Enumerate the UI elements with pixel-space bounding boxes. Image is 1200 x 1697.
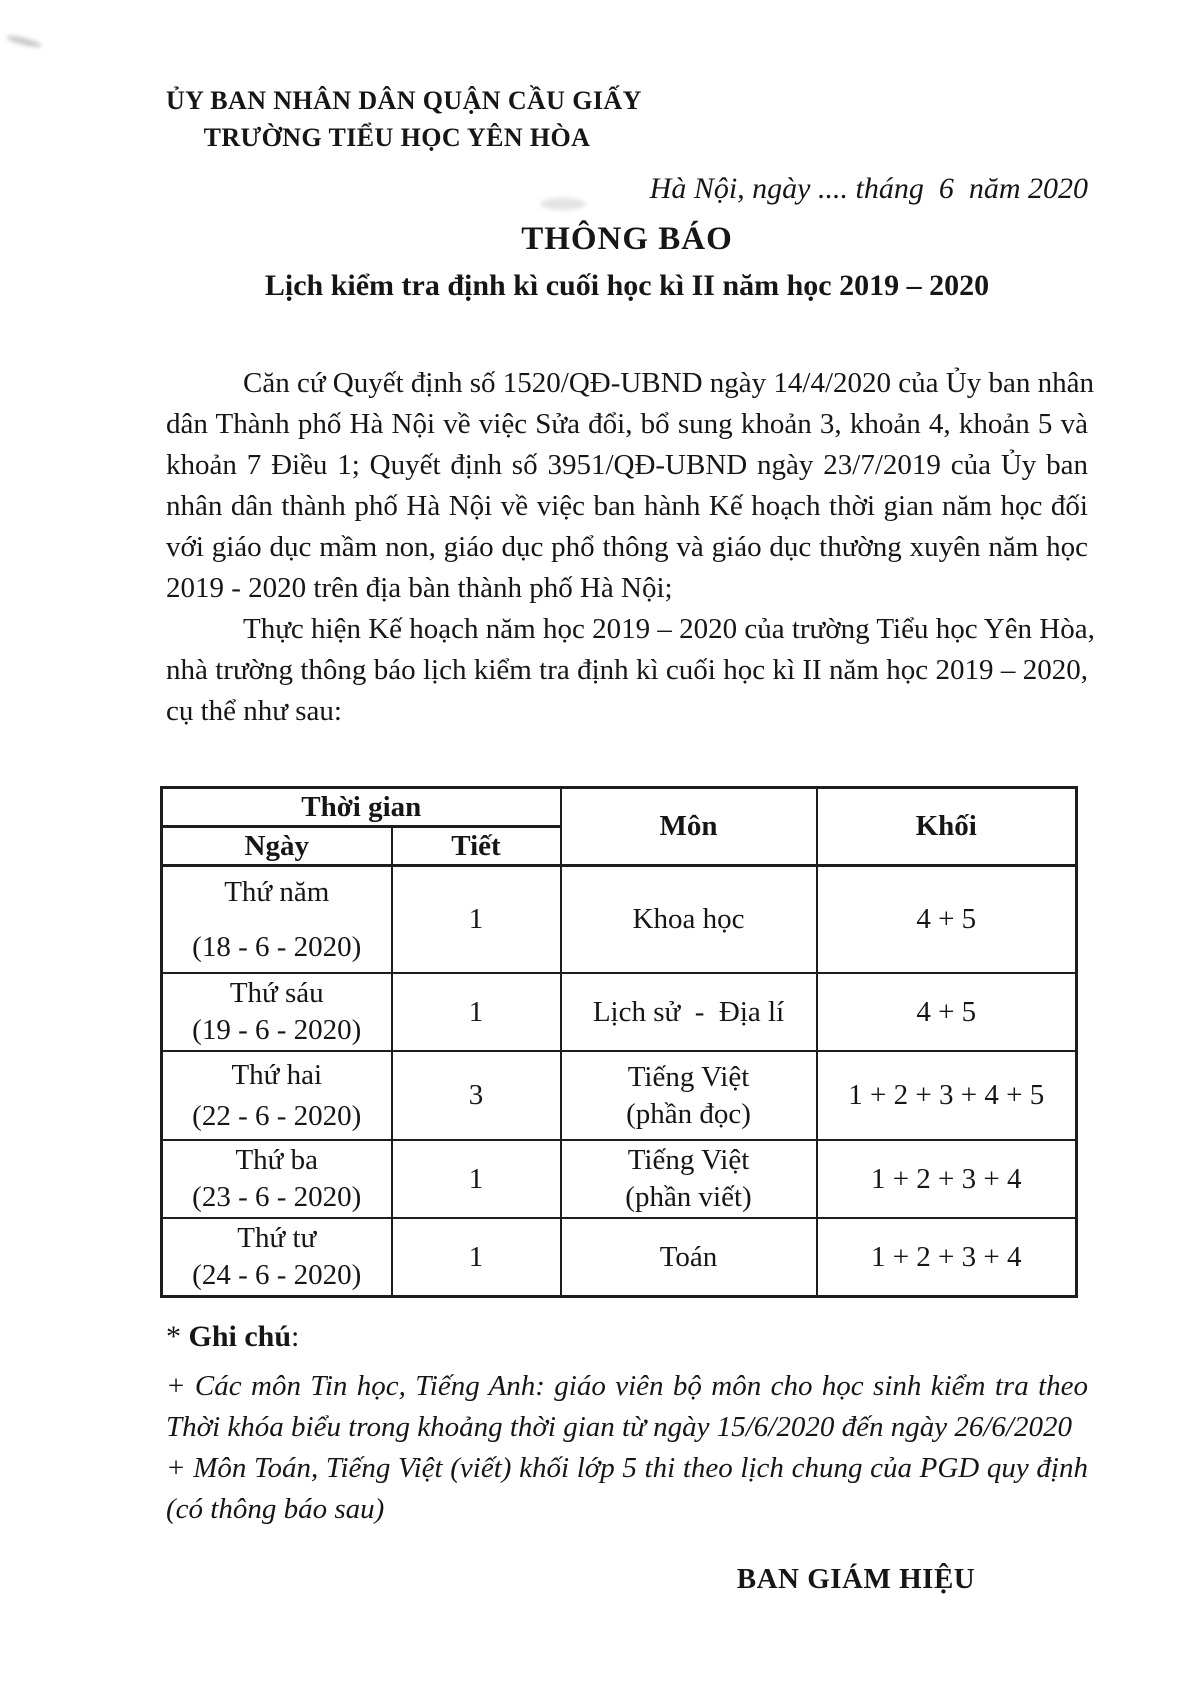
place-date-line: Hà Nội, ngày .... tháng 6 năm 2020 [649, 172, 1088, 205]
day-cell [162, 1218, 392, 1297]
day-date: (19 - 6 - 2020) [192, 1014, 362, 1046]
org-school-name: TRƯỜNG TIỂU HỌC YÊN HÒA [203, 123, 591, 152]
notes-star: * [166, 1320, 189, 1353]
period-cell [392, 1140, 561, 1218]
grade-value: 1 + 2 + 3 + 4 [870, 1240, 1022, 1273]
subject-line: Tiếng Việt [627, 1144, 750, 1176]
note-line: (có thông báo sau) [166, 1493, 385, 1525]
day-wrap [165, 1057, 389, 1135]
grade-cell [817, 1140, 1077, 1218]
day-wrap [165, 975, 389, 1049]
document-title: THÔNG BÁO [521, 221, 733, 257]
period-cell [392, 1218, 561, 1297]
period-value: 1 [468, 1162, 484, 1195]
exam-schedule-table [160, 786, 1078, 1298]
period-cell [392, 973, 561, 1051]
table-row [162, 866, 1077, 974]
grade-value: 4 + 5 [916, 995, 977, 1028]
paragraph-line: nhà trường thông báo lịch kiểm tra định kì cuối học kì II năm học 2019 – 2020, [166, 654, 1088, 686]
day-name: Thứ sáu [229, 977, 324, 1009]
day-wrap [165, 1142, 389, 1216]
header-time-group: Thời gian [162, 788, 561, 827]
grade-value: 4 + 5 [916, 903, 977, 935]
day-wrap [165, 1220, 389, 1294]
paragraph-line: Thực hiện Kế hoạch năm học 2019 – 2020 của trường Tiểu học Yên Hòa, [243, 613, 1095, 645]
notes-section [166, 1316, 1088, 1530]
day-cell [162, 1140, 392, 1218]
subject-cell [561, 973, 817, 1051]
day-name: Thứ hai [231, 1058, 323, 1091]
grade-cell [817, 1218, 1077, 1297]
day-date: (18 - 6 - 2020) [192, 930, 362, 963]
body-paragraph [166, 609, 1095, 732]
paragraph-line: Căn cứ Quyết định số 1520/QĐ-UBND ngày 14/4/2020 của Ủy ban nhân [243, 367, 1094, 399]
subject-cell [561, 866, 817, 974]
day-name: Thứ tư [237, 1222, 317, 1254]
day-date: (24 - 6 - 2020) [192, 1259, 362, 1291]
notes-items [166, 1366, 1088, 1530]
scan-artifact [6, 34, 43, 50]
header-period: Tiết [392, 827, 561, 866]
period-value: 1 [468, 995, 484, 1028]
grade-value: 1 + 2 + 3 + 4 + 5 [848, 1079, 1045, 1111]
document-subtitle: Lịch kiểm tra định kì cuối học kì II năm học 2019 – 2020 [264, 269, 990, 302]
paragraph-line: dân Thành phố Hà Nội về việc Sửa đổi, bổ sung khoản 3, khoản 4, khoản 5 và [166, 408, 1088, 440]
paragraph-line: nhân dân thành phố Hà Nội về việc ban hành Kế hoạch thời gian năm học đối [166, 490, 1088, 522]
body-paragraph [166, 363, 1094, 609]
period-cell [392, 1051, 561, 1140]
note-line: + Các môn Tin học, Tiếng Anh: giáo viên bộ môn cho học sinh kiểm tra theo [166, 1370, 1088, 1402]
day-name: Thứ năm [224, 875, 330, 908]
paragraph-line: khoản 7 Điều 1; Quyết định số 3951/QĐ-UBND ngày 23/7/2019 của Ủy ban [166, 449, 1088, 481]
day-name: Thứ ba [235, 1144, 319, 1176]
org-parent-name: ỦY BAN NHÂN DÂN QUẬN CẦU GIẤY [166, 86, 642, 115]
subject-cell [561, 1140, 817, 1218]
grade-cell [817, 866, 1077, 974]
subject-line: (phần viết) [625, 1181, 752, 1213]
grade-cell [817, 1051, 1077, 1140]
header-day: Ngày [162, 827, 392, 866]
grade-cell [817, 973, 1077, 1051]
paragraph-line: cụ thể như sau: [166, 695, 342, 727]
subject-line: Toán [659, 1240, 718, 1273]
note-line: + Môn Toán, Tiếng Việt (viết) khối lớp 5 thi theo lịch chung của PGD quy định [166, 1452, 1088, 1484]
issuing-org-block [166, 82, 642, 156]
period-value: 1 [468, 1240, 484, 1273]
grade-value: 1 + 2 + 3 + 4 [870, 1162, 1022, 1195]
day-cell [162, 866, 392, 974]
table-header-row-1 [162, 788, 1077, 827]
table-row [162, 1218, 1077, 1297]
notes-heading [166, 1316, 1088, 1357]
period-value: 3 [468, 1079, 484, 1111]
subject-line: Lịch sử - Địa lí [592, 995, 785, 1028]
subject-line: Khoa học [632, 903, 745, 935]
day-cell [162, 973, 392, 1051]
header-subject: Môn [561, 788, 817, 866]
paragraph-line: với giáo dục mầm non, giáo dục phổ thông và giáo dục thường xuyên năm học [166, 531, 1088, 563]
header-grade: Khối [817, 788, 1077, 866]
paragraph-line: 2019 - 2020 trên địa bàn thành phố Hà Nội; [166, 572, 673, 604]
note-item [166, 1448, 1088, 1530]
table-row [162, 973, 1077, 1051]
day-wrap [165, 874, 389, 966]
table-row [162, 1051, 1077, 1140]
period-value: 1 [468, 903, 484, 935]
table-row [162, 1140, 1077, 1218]
notes-heading-label: Ghi chú [188, 1320, 292, 1353]
signature-block: BAN GIÁM HIỆU [736, 1563, 976, 1595]
note-item [166, 1366, 1088, 1448]
notes-heading-colon: : [291, 1320, 300, 1353]
subject-line: (phần đọc) [626, 1097, 751, 1130]
subject-cell [561, 1218, 817, 1297]
scan-artifact [540, 198, 586, 210]
day-cell [162, 1051, 392, 1140]
subject-line: Tiếng Việt [627, 1060, 750, 1093]
period-cell [392, 866, 561, 974]
day-date: (23 - 6 - 2020) [192, 1181, 362, 1213]
day-date: (22 - 6 - 2020) [192, 1099, 362, 1132]
note-line: Thời khóa biểu trong khoảng thời gian từ ngày 15/6/2020 đến ngày 26/6/2020 [166, 1411, 1072, 1443]
subject-cell [561, 1051, 817, 1140]
body-paragraphs [166, 363, 1095, 732]
schedule-rows [162, 866, 1077, 1297]
